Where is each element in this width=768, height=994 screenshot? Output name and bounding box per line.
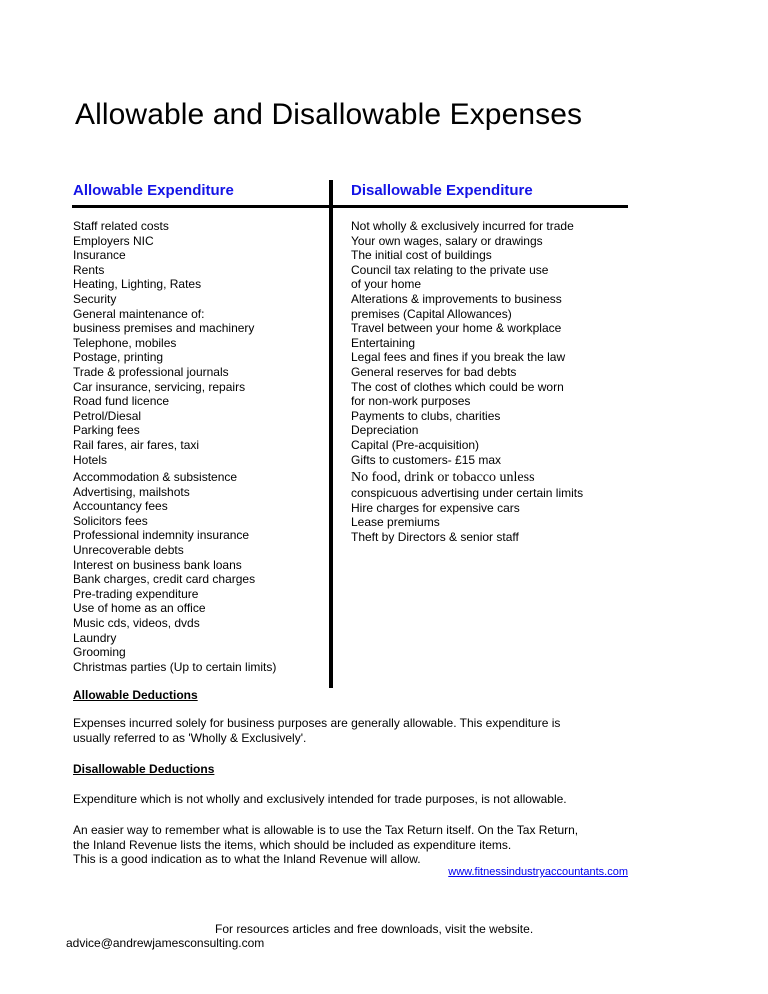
disallowable-deductions-text: Expenditure which is not wholly and exclusively intended for trade purposes, is not allowable. bbox=[73, 792, 567, 806]
column-divider bbox=[329, 180, 333, 688]
footer-email: advice@andrewjamesconsulting.com bbox=[66, 936, 265, 950]
list-item: Trade & professional journals bbox=[73, 364, 229, 379]
list-item: Accommodation & subsistence bbox=[73, 470, 238, 485]
list-item: Entertaining bbox=[351, 335, 416, 350]
list-item: Heating, Lighting, Rates bbox=[73, 277, 202, 292]
disallowable-deductions-heading: Disallowable Deductions bbox=[73, 762, 215, 776]
list-item: The cost of clothes which could be worn bbox=[351, 379, 564, 394]
list-item: Unrecoverable debts bbox=[73, 543, 184, 558]
list-item: No food, drink or tobacco unless bbox=[351, 470, 535, 486]
list-item: Rents bbox=[73, 262, 105, 277]
list-item: Accountancy fees bbox=[73, 499, 168, 514]
allowable-deductions-heading: Allowable Deductions bbox=[73, 688, 198, 702]
list-item: Staff related costs bbox=[73, 219, 169, 233]
list-item: Use of home as an office bbox=[73, 601, 206, 616]
list-item: Insurance bbox=[73, 248, 126, 263]
list-item: Payments to clubs, charities bbox=[351, 408, 501, 423]
list-item: General reserves for bad debts bbox=[351, 364, 517, 379]
list-item: Lease premiums bbox=[351, 515, 440, 530]
list-item: Car insurance, servicing, repairs bbox=[73, 379, 246, 394]
list-item: Petrol/Diesal bbox=[73, 408, 142, 423]
list-item: Postage, printing bbox=[73, 350, 164, 365]
list-item: for non-work purposes bbox=[351, 394, 471, 409]
disallowable-expenditure-heading: Disallowable Expenditure bbox=[351, 182, 533, 199]
list-item: Council tax relating to the private use bbox=[351, 262, 549, 277]
list-item: Security bbox=[73, 291, 117, 306]
page-title: Allowable and Disallowable Expenses bbox=[75, 98, 583, 131]
list-item: Professional indemnity insurance bbox=[73, 528, 250, 543]
list-item: Rail fares, air fares, taxi bbox=[73, 437, 200, 452]
list-item: Hire charges for expensive cars bbox=[351, 500, 520, 515]
list-item: business premises and machinery bbox=[73, 321, 255, 336]
list-item: Laundry bbox=[73, 630, 117, 645]
list-item: Advertising, mailshots bbox=[73, 484, 190, 499]
allowable-expenditure-list bbox=[73, 219, 276, 674]
list-item: of your home bbox=[351, 277, 422, 292]
disallowable-expenditure-list bbox=[351, 219, 583, 544]
list-item: Your own wages, salary or drawings bbox=[351, 233, 543, 248]
list-item: Road fund licence bbox=[73, 394, 170, 409]
list-item: Solicitors fees bbox=[73, 513, 148, 528]
list-item: Grooming bbox=[73, 645, 126, 660]
list-item: Music cds, videos, dvds bbox=[73, 616, 200, 631]
list-item: Gifts to customers- £15 max bbox=[351, 452, 502, 467]
list-item: Capital (Pre-acquisition) bbox=[351, 437, 480, 452]
website-link[interactable]: www.fitnessindustryaccountants.com bbox=[448, 866, 628, 878]
list-item: Legal fees and fines if you break the law bbox=[351, 350, 566, 365]
list-item: Pre-trading expenditure bbox=[73, 586, 199, 601]
list-item: The initial cost of buildings bbox=[351, 248, 492, 263]
list-item: Depreciation bbox=[351, 423, 419, 438]
list-item: premises (Capital Allowances) bbox=[351, 306, 512, 321]
tax-return-note-line1: An easier way to remember what is allowable is to use the Tax Return itself. On the Tax Return, bbox=[73, 823, 579, 837]
list-item: Travel between your home & workplace bbox=[351, 321, 562, 336]
tax-return-note-line3: This is a good indication as to what the Inland Revenue will allow. bbox=[73, 852, 421, 866]
list-item: Alterations & improvements to business bbox=[351, 291, 562, 306]
tax-return-note-line2: the Inland Revenue lists the items, which should be included as expenditure items. bbox=[73, 838, 512, 852]
allowable-expenditure-heading: Allowable Expenditure bbox=[73, 182, 234, 199]
table-header-divider bbox=[72, 205, 628, 208]
list-item: Christmas parties (Up to certain limits) bbox=[73, 659, 277, 674]
footer-resources-text: For resources articles and free downloads, visit the website. bbox=[215, 922, 534, 936]
list-item: Bank charges, credit card charges bbox=[73, 572, 256, 587]
list-item: General maintenance of: bbox=[73, 306, 205, 321]
list-item: Parking fees bbox=[73, 423, 140, 438]
list-item: Hotels bbox=[73, 452, 108, 467]
list-item: Telephone, mobiles bbox=[73, 335, 177, 350]
list-item: Not wholly & exclusively incurred for trade bbox=[351, 219, 574, 233]
list-item: Employers NIC bbox=[73, 233, 154, 248]
list-item: conspicuous advertising under certain limits bbox=[351, 486, 584, 501]
list-item: Theft by Directors & senior staff bbox=[351, 529, 519, 544]
allowable-deductions-text-line2: usually referred to as 'Wholly & Exclusively'. bbox=[73, 731, 307, 745]
list-item: Interest on business bank loans bbox=[73, 557, 242, 572]
allowable-deductions-text-line1: Expenses incurred solely for business purposes are generally allowable. This expenditure is bbox=[73, 716, 561, 730]
